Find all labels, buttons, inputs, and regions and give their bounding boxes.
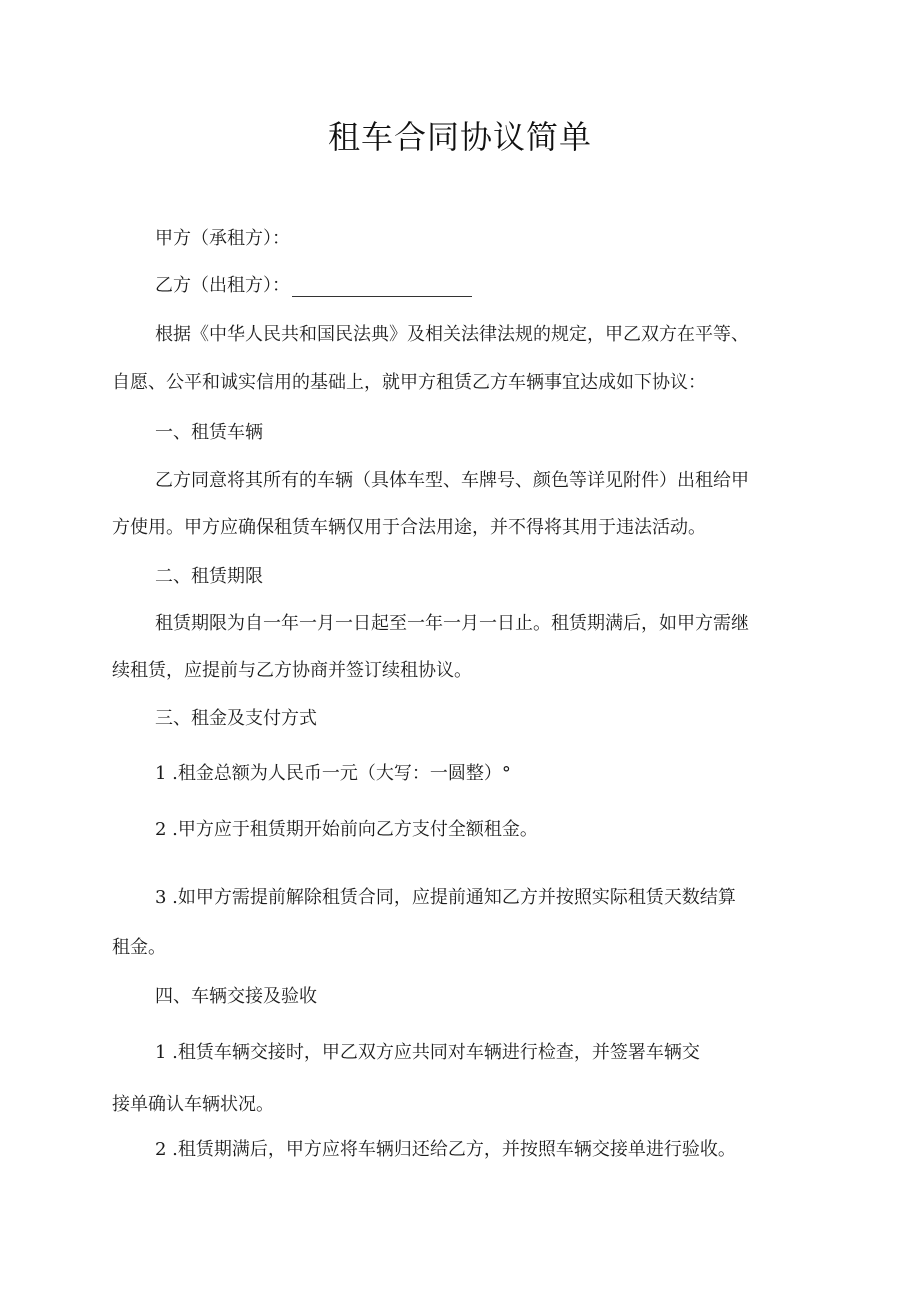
section-3-item-3-cont: 租金。 xyxy=(112,937,166,958)
section-2-line-2: 续租赁，应提前与乙方协商并签订续租协议。 xyxy=(112,660,472,681)
section-2-heading: 二、租赁期限 xyxy=(155,566,263,587)
section-4-item-1: 1 .租赁车辆交接时，甲乙双方应共同对车辆进行检查，并签署车辆交 xyxy=(155,1042,700,1063)
party-a-line: 甲方（承租方）： xyxy=(155,228,290,249)
preamble-line-2: 自愿、公平和诚实信用的基础上，就甲方租赁乙方车辆事宜达成如下协议： xyxy=(112,372,706,393)
section-2-line-1: 租赁期限为自一年一月一日起至一年一月一日止。租赁期满后，如甲方需继 xyxy=(155,613,749,634)
section-3-heading: 三、租金及支付方式 xyxy=(155,708,317,729)
section-4-item-2: 2 .租赁期满后，甲方应将车辆归还给乙方，并按照车辆交接单进行验收。 xyxy=(155,1139,736,1160)
section-4-item-1-cont: 接单确认车辆状况。 xyxy=(112,1094,274,1115)
document-title: 租车合同协议简单 xyxy=(327,118,592,156)
section-1-line-2: 方使用。甲方应确保租赁车辆仅用于合法用途，并不得将其用于违法活动。 xyxy=(112,517,706,538)
preamble-line-1: 根据《中华人民共和国民法典》及相关法律法规的规定，甲乙双方在平等、 xyxy=(155,324,749,345)
section-3-item-2: 2 .甲方应于租赁期开始前向乙方支付全额租金。 xyxy=(155,819,538,840)
section-3-item-1: 1 .租金总额为人民币一元（大写：一圆整）° xyxy=(155,763,511,784)
section-3-item-3: 3 .如甲方需提前解除租赁合同，应提前通知乙方并按照实际租赁天数结算 xyxy=(155,887,736,908)
section-1-line-1: 乙方同意将其所有的车辆（具体车型、车牌号、颜色等详见附件）出租给甲 xyxy=(155,470,749,491)
section-4-heading: 四、车辆交接及验收 xyxy=(155,986,317,1007)
party-b-blank xyxy=(292,278,472,297)
party-b-line xyxy=(155,271,472,297)
section-1-heading: 一、租赁车辆 xyxy=(155,422,263,443)
party-b-label: 乙方（出租方）： xyxy=(155,275,290,296)
